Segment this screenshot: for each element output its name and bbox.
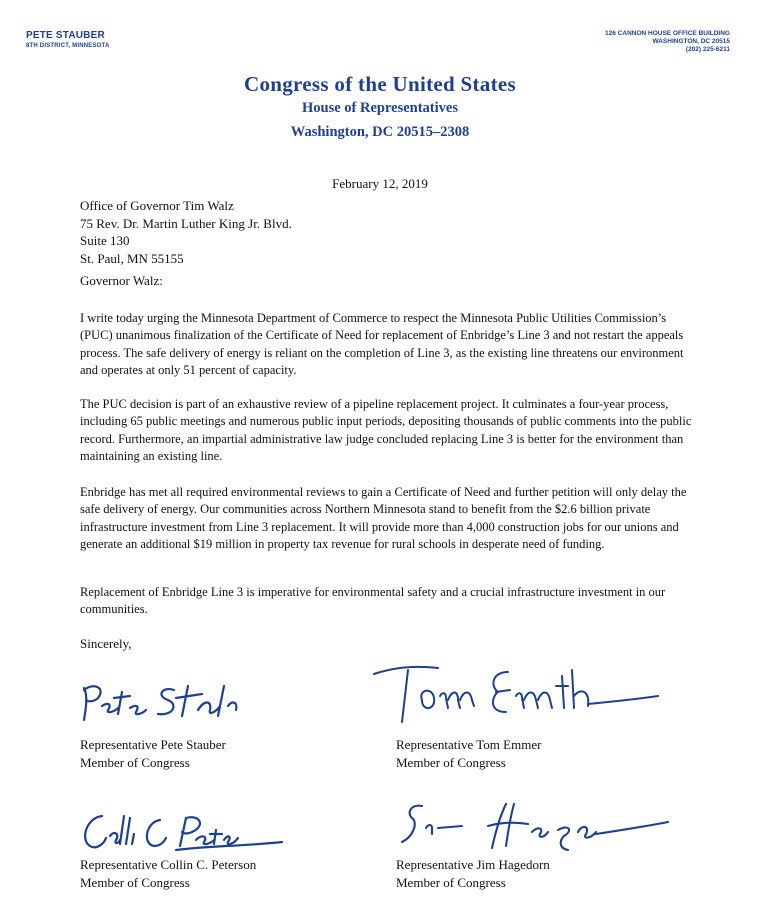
signatory-block (396, 856, 550, 891)
signature-peterson (76, 806, 286, 858)
body-paragraph: I write today urging the Minnesota Department of Commerce to respect the Minnesota Public Utilities Commission’s (PUC) unanimous finalization of the Certificate of Need for replacement of Enbridge’s Line 3 and not restart the appeals process. The safe delivery of energy is reliant on the completion of Line 3, as the existing line threatens our environment and operates at only 51 percent of capacity. (80, 311, 684, 377)
recipient-line: Suite 130 (80, 233, 130, 248)
recipient-line: 75 Rev. Dr. Martin Luther King Jr. Blvd. (80, 215, 292, 231)
signatory-title: Member of Congress (396, 874, 506, 890)
signatory-name: Representative Tom Emmer (396, 737, 542, 752)
letterhead-city: WASHINGTON, DC 20515 (652, 38, 730, 45)
recipient-line: Office of Governor Tim Walz (80, 198, 234, 213)
signature-emmer (368, 656, 668, 736)
signatory-block (396, 736, 541, 771)
letterhead-phone: (202) 225-6211 (685, 46, 730, 53)
signatory-name: Representative Collin C. Peterson (80, 857, 257, 872)
letterhead-right (605, 30, 730, 54)
signatory-block (80, 856, 256, 891)
body-paragraph: Enbridge has met all required environmental reviews to gain a Certificate of Need and further petition will only delay the safe delivery of energy. Our communities across Northern Minnesota stand to benefit from the $2.6 billion private infrastructure investment from Line 3 replacement. It will provide more than 4,000 construction jobs for our unions and generate an additional $19 million in property tax revenue for rural schools in desperate need of funding. (80, 485, 687, 551)
letter-date: February 12, 2019 (332, 176, 428, 191)
signatory-title: Member of Congress (80, 754, 190, 770)
salutation: Governor Walz: (80, 273, 163, 288)
body-paragraph: The PUC decision is part of an exhaustive review of a pipeline replacement project. It culminates a four-year process, including 65 public meetings and numerous public input periods, depositing thousands of public comments into the public record. Furthermore, an impartial administrative law judge concluded replacing Line 3 is better for the environment than maintaining an existing line. (80, 397, 692, 463)
signatory-title: Member of Congress (80, 874, 190, 890)
letterhead-district: 8TH DISTRICT, MINNESOTA (26, 43, 110, 49)
letterhead-office: 126 CANNON HOUSE OFFICE BUILDING (605, 30, 730, 37)
body-paragraph: Replacement of Enbridge Line 3 is imperative for environmental safety and a crucial infrastructure investment in our communities. (80, 585, 666, 617)
masthead-location: Washington, DC 20515–2308 (290, 124, 470, 140)
signature-stauber (78, 676, 248, 726)
signatory-title: Member of Congress (396, 754, 506, 770)
letterhead-member-name: PETE STAUBER (26, 30, 105, 41)
letterhead-left (26, 30, 110, 49)
signature-hagedorn (392, 796, 672, 856)
signatory-name: Representative Pete Stauber (80, 737, 226, 752)
closing: Sincerely, (80, 636, 132, 651)
signatory-block (80, 736, 226, 771)
recipient-address (80, 197, 292, 267)
recipient-line: St. Paul, MN 55155 (80, 250, 184, 266)
masthead-subtitle: House of Representatives (302, 100, 458, 116)
masthead-title: Congress of the United States (244, 72, 516, 96)
signatory-name: Representative Jim Hagedorn (396, 857, 550, 872)
